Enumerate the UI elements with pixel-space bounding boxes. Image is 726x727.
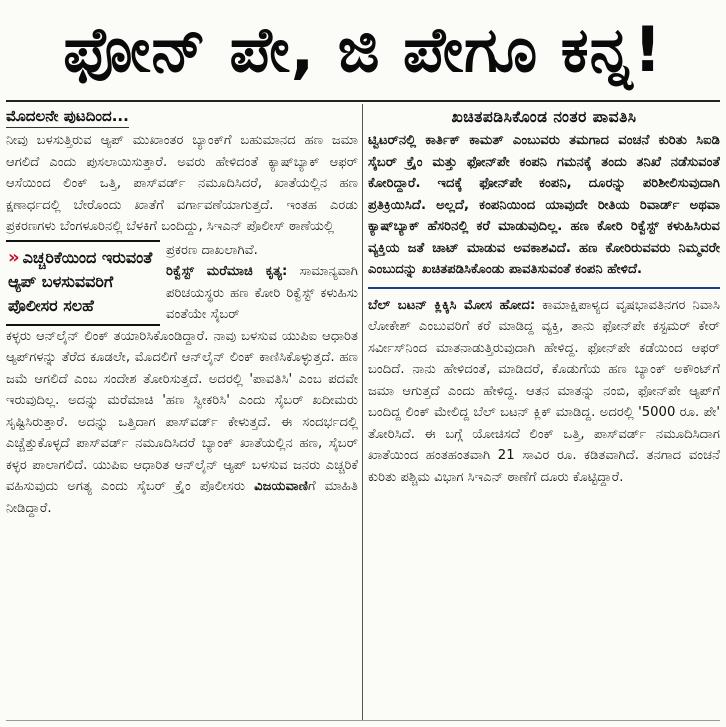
right-paragraph-1: ಟ್ವಿಟರ್‌ನಲ್ಲಿ ಕಾರ್ತಿಕ್ ಕಾಮತ್ ಎಂಬುವರು ತಮಗಾದ ವಂಚನೆ ಕುರಿತು ಸಿಐಡಿ ಸೈಬರ್ ಕ್ರೈಂ ಮತ್ತು ಫೋನ್‌ಪೇ ಕಂಪನಿ ಗಮನಕ್ಕೆ ತಂದು ತನಿಖೆ ನಡೆಸುವಂತೆ ಕೋರಿದ್ದಾರೆ. ಇದಕ್ಕೆ ಫೋನ್‌ಪೇ ಕಂಪನಿ, ದೂರನ್ನು ಪರಿಶೀಲಿಸುವುದಾಗಿ ಪ್ರತಿಕ್ರಿಯಿಸಿದೆ. ಅಲ್ಲದೆ, ಕಂಪನಿಯಿಂದ ಯಾವುದೇ ರೀತಿಯ ರಿವಾರ್ಡ್ ಅಥವಾ ಕ್ಯಾಷ್‌ಬ್ಯಾಕ್ ಹೆಸರಿನಲ್ಲಿ ಕರೆ ಮಾಡುವುದಿಲ್ಲ. ಹಣ ಕೋರಿ ರಿಕ್ವೆಸ್ಟ್ ಕಳುಹಿಸಿರುವ ವ್ಯಕ್ತಿಯ ಜತೆ ಚಾಟ್ ಮಾಡುವ ಅವಕಾಶವಿದೆ. ಹಣ ಕೋರಿರುವವರು ನಿಮ್ಮವರೇ ಎಂಬುದನ್ನು ಖಚಿತಪಡಿಸಿಕೊಂಡು ಪಾವತಿಸುವಂತೆ ಕಂಪನಿ ಹೇಳಿದೆ. <box>368 133 720 277</box>
bottom-rule <box>6 720 720 721</box>
column-divider <box>362 104 363 720</box>
subhead-request-hidden: ರಿಕ್ವೆಸ್ಟ್ ಮರೆಮಾಚಿ ಕೃತ್ಯ: <box>166 264 288 279</box>
subhead-bell-button: ಬೆಲ್ ಬಟನ್ ಕ್ಲಿಕ್ಕಿಸಿ ಮೋಸ ಹೋದ: <box>368 297 536 313</box>
wrap-text-block <box>166 240 358 326</box>
left-paragraph-2-end: ಗೆ ಮಾಹಿತಿ ನೀಡಿದ್ದಾರೆ. <box>6 479 358 516</box>
pullquote-box <box>6 240 160 326</box>
double-chevron-icon: » <box>8 246 20 268</box>
left-paragraph-2-text: ಕಳ್ಳರು ಆನ್‌ಲೈನ್ ಲಿಂಕ್ ತಯಾರಿಸಿಕೊಂಡಿದ್ದಾರೆ. ನಾವು ಬಳಸುವ ಯುಪಿಐ ಆಧಾರಿತ ಆ್ಯಪ್‌ಗಳನ್ನು ತೆರೆದ ಕೂಡಲೇ, ಮೊದಲಿಗೆ ಆನ್‌ಲೈನ್ ಲಿಂಕ್ ಕಾಣಿಸಿಕೊಳ್ಳುತ್ತದೆ. ಹಣ ಜಮೆ ಆಗಲಿದೆ ಎಂಬ ಸಂದೇಶ ತೋರಿಸುತ್ತದೆ. ಅದರಲ್ಲಿ 'ಪಾವತಿಸಿ' ಎಂಬ ಪದವೇ ಇರುವುದಿಲ್ಲ. ಅದನ್ನು ಮರೆಮಾಚಿ 'ಹಣ ಸ್ವೀಕರಿಸಿ' ಎಂದು ಸೈಬರ್ ಖದೀಮರು ಸೃಷ್ಟಿಸಿರುತ್ತಾರೆ. ಅದನ್ನು ಒತ್ತಿದಾಗ ಪಾಸ್‌ವರ್ಡ್ ಕೇಳುತ್ತದೆ. ಈ ಸಂದರ್ಭದಲ್ಲಿ ಎಚ್ಚೆತ್ತುಕೊಳ್ಳದೆ ಪಾಸ್‌ವರ್ಡ್ ನಮೂದಿಸಿದರೆ ಬ್ಯಾಂಕ್ ಖಾತೆಯಲ್ಲಿನ ಹಣ, ಸೈಬರ್ ಕಳ್ಳರ ಪಾಲಾಗಲಿದೆ. ಯುಪಿಐ ಆಧಾರಿತ ಆನ್‌ಲೈನ್ ಆ್ಯಪ್ ಬಳಸುವ ಜನರು ಎಚ್ಚರಿಕೆ ವಹಿಸುವುದು ಅಗತ್ಯ ಎಂದು ಸೈಬರ್ ಕ್ರೈಂ ಪೊಲೀಸರು <box>6 328 358 494</box>
wrap-paragraph-text: ಸಾಮಾನ್ಯವಾಗಿ ಪರಿಚಯಸ್ಥರು ಹಣ ಕೋರಿ ರಿಕ್ವೆಸ್ಟ್ ಕಳುಹಿಸು ವಂತೆಯೇ ಸೈಬರ್ <box>166 264 358 322</box>
left-paragraph-1: ನೀವು ಬಳಸುತ್ತಿರುವ ಆ್ಯಪ್ ಮುಖಾಂತರ ಬ್ಯಾಂಕ್‌ಗೆ ಬಹುಮಾನದ ಹಣ ಜಮಾ ಆಗಲಿದೆ ಎಂದು ಪುಸಲಾಯಿಸುತ್ತಾರೆ. ಅವರು ಹೇಳಿದಂತೆ ಕ್ಯಾಷ್‌ಬ್ಯಾಕ್ ಆಫರ್ ಆಸೆಯಿಂದ ಲಿಂಕ್ ಒತ್ತಿ, ಪಾಸ್‌ವರ್ಡ್ ನಮೂದಿಸಿದರೆ, ಖಾತೆಯಲ್ಲಿನ ಹಣ ಕ್ಷಣಾರ್ಧದಲ್ಲಿ ಬೇರೊಂದು ಖಾತೆಗೆ ವರ್ಗಾವಣೆಯಾಗುತ್ತದೆ. ಇಂತಹ ಎರಡು ಪ್ರಕರಣಗಳು ಬೆಂಗಳೂರಿನಲ್ಲಿ ಬೆಳಕಿಗೆ ಬಂದಿದ್ದು, ಸಿಇಎನ್ ಪೊಲೀಸ್ ಠಾಣೆಯಲ್ಲಿ <box>6 133 358 234</box>
headline: ಫೋನ್ ಪೇ, ಜಿ ಪೇಗೂ ಕನ್ನ! <box>63 13 663 86</box>
right-paragraph-2-text: ಕಾಮಾಕ್ಷಿಪಾಳ್ಯದ ವೃಷಭಾವತಿನಗರ ನಿವಾಸಿ ಲೋಕೇಶ್ ಎಂಬುವರಿಗೆ ಕರೆ ಮಾಡಿದ್ದ ವ್ಯಕ್ತಿ, ತಾನು ಫೋನ್‌ಪೇ ಕಸ್ಟಮರ್ ಕೇರ್ ಸರ್ವೀಸ್‌ನಿಂದ ಮಾತನಾಡುತ್ತಿರುವುದಾಗಿ ಹೇಳಿದ್ದ. ಫೋನ್‌ಪೇ ಕಡೆಯಿಂದ ಆಫರ್ ಬಂದಿದೆ. ನಾನು ಹೇಳಿದಂತೆ, ಮಾಡಿದರೆ, ಕೊಡುಗೆಯ ಹಣ ಬ್ಯಾಂಕ್ ಅಕೌಂಟ್‌ಗೆ ಜಮಾ ಆಗುತ್ತದೆ ಎಂದು ಹೇಳಿದ್ದ. ಆತನ ಮಾತನ್ನು ನಂಬಿ, ಫೋನ್‌ಪೇ ಆ್ಯಪ್‌ಗೆ ಬಂದಿದ್ದ ಲಿಂಕ್ ಮೇಲಿದ್ದ ಬೆಲ್ ಬಟನ್ ಕ್ಲಿಕ್ ಮಾಡಿದ್ದ. ಅದರಲ್ಲಿ '5000 ರೂ. ಪೇ' ತೋರಿಸಿದೆ. ಈ ಬಗ್ಗೆ ಯೋಚಿಸದೆ ಲಿಂಕ್ ಒತ್ತಿ, ಪಾಸ್‌ವರ್ಡ್ ನಮೂದಿಸಿದಾಗ ಖಾತೆಯಿಂದ ಹಂತಹಂತವಾಗಿ 21 ಸಾವಿರ ರೂ. ಕಡಿತವಾಗಿದೆ. ತನಗಾದ ವಂಚನೆ ಕುರಿತು ಪಶ್ಚಿಮ ವಿಭಾಗ ಸಿಇಎನ್ ಠಾಣೆಗೆ ದೂರು ಕೊಟ್ಟಿದ್ದಾರೆ. <box>368 297 720 485</box>
pullquote-row <box>6 240 358 326</box>
left-column <box>6 106 358 720</box>
vijayavani-name: ವಿಜಯವಾಣಿ <box>254 479 309 494</box>
left-paragraph-2 <box>6 326 358 520</box>
headline-rule <box>6 100 720 102</box>
pullquote-text: ಎಚ್ಚರಿಕೆಯಿಂದ ಇರುವಂತೆ ಆ್ಯಪ್ ಬಳಸುವವರಿಗೆ ಪೊಲೀಸರ ಸಲಹೆ <box>8 247 153 315</box>
continuation-kicker: ಮೊದಲನೇ ಪುಟದಿಂದ... <box>6 106 129 128</box>
wrap-paragraph <box>166 261 358 326</box>
section-title-confirm-pay: ಖಚಿತಪಡಿಸಿಕೊಂಡ ನಂತರ ಪಾವತಿಸಿ <box>451 108 637 126</box>
right-column <box>368 106 720 720</box>
section-rule <box>368 287 720 289</box>
wrap-line-1: ಪ್ರಕರಣ ದಾಖಲಾಗಿವೆ. <box>166 242 258 258</box>
right-paragraph-2 <box>368 295 720 489</box>
